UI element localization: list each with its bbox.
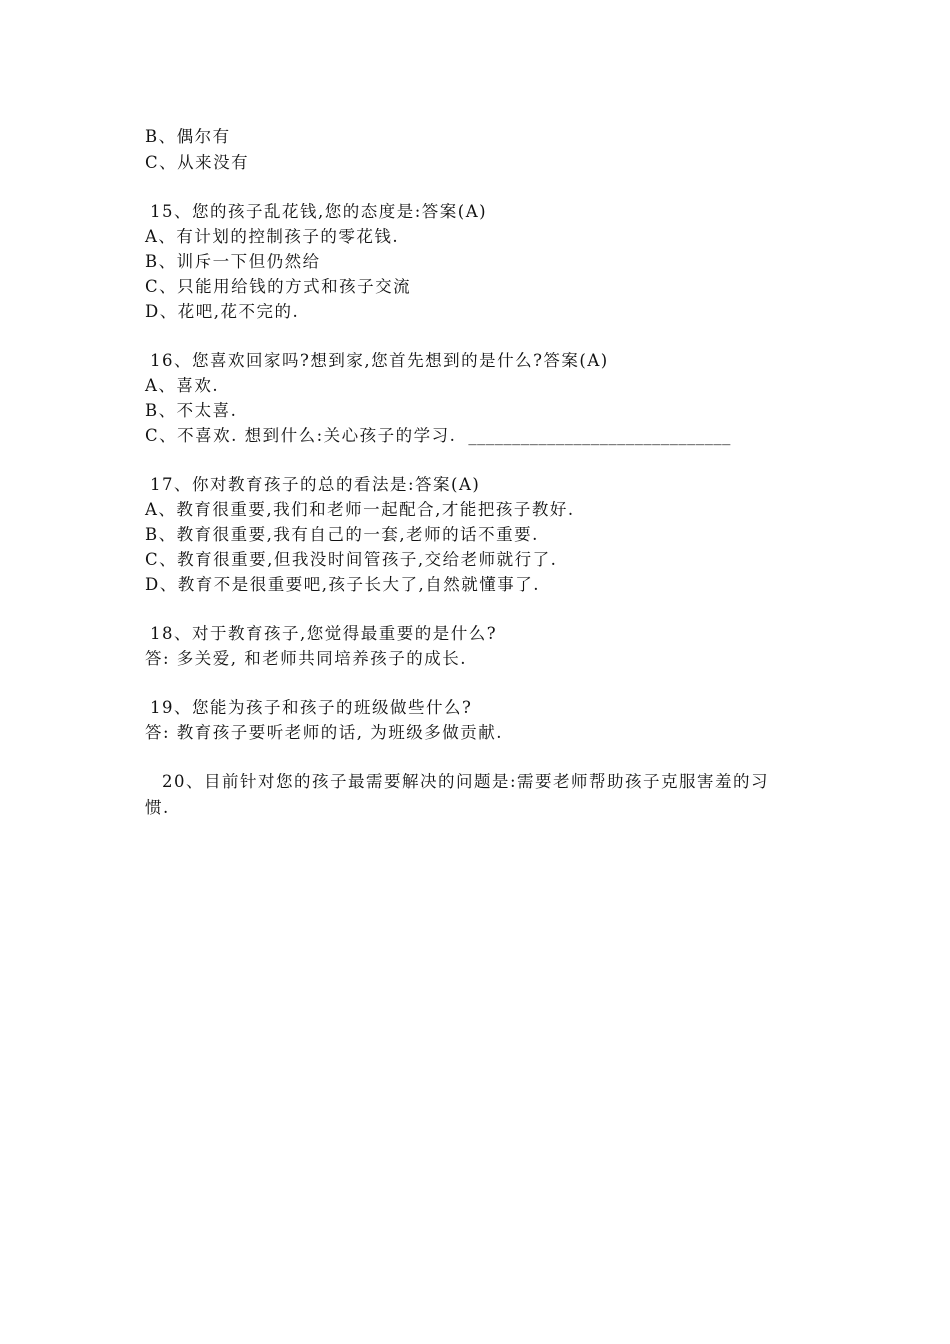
q17-option-d: D、教育不是很重要吧,孩子长大了,自然就懂事了.: [145, 575, 540, 594]
q16-option-c: [145, 425, 731, 447]
q17-option-c: C、教育很重要,但我没时间管孩子,交给老师就行了.: [145, 550, 558, 569]
question-16: 16、您喜欢回家吗?想到家,您首先想到的是什么?答案(A): [150, 351, 609, 370]
fill-in-blank-line: ______________________________: [468, 426, 731, 445]
q16-option-c-text: C、不喜欢. 想到什么:关心孩子的学习.: [145, 426, 457, 445]
q16-option-a: A、喜欢.: [145, 376, 220, 395]
q19-answer: 答: 教育孩子要听老师的话, 为班级多做贡献.: [145, 723, 504, 742]
option-c-prev: C、从来没有: [145, 153, 250, 172]
question-15: 15、您的孩子乱花钱,您的态度是:答案(A): [150, 202, 488, 221]
q15-option-d: D、花吧,花不完的.: [145, 302, 300, 321]
question-18: 18、对于教育孩子,您觉得最重要的是什么?: [150, 624, 498, 643]
q15-option-a: A、有计划的控制孩子的零花钱.: [145, 227, 400, 246]
q16-option-b: B、不太喜.: [145, 401, 238, 420]
q17-option-b: B、教育很重要,我有自己的一套,老师的话不重要.: [145, 525, 539, 544]
q17-option-a: A、教育很重要,我们和老师一起配合,才能把孩子教好.: [145, 500, 575, 519]
question-20-line-1: 20、目前针对您的孩子最需要解决的问题是:需要老师帮助孩子克服害羞的习: [162, 772, 770, 791]
option-b-prev: B、偶尔有: [145, 127, 231, 146]
question-20-line-2: 惯.: [145, 798, 170, 817]
question-19: 19、您能为孩子和孩子的班级做些什么?: [150, 698, 473, 717]
q18-answer: 答: 多关爱, 和老师共同培养孩子的成长.: [145, 649, 468, 668]
q15-option-b: B、训斥一下但仍然给: [145, 252, 321, 271]
question-17: 17、你对教育孩子的总的看法是:答案(A): [150, 475, 481, 494]
q15-option-c: C、只能用给钱的方式和孩子交流: [145, 277, 412, 296]
